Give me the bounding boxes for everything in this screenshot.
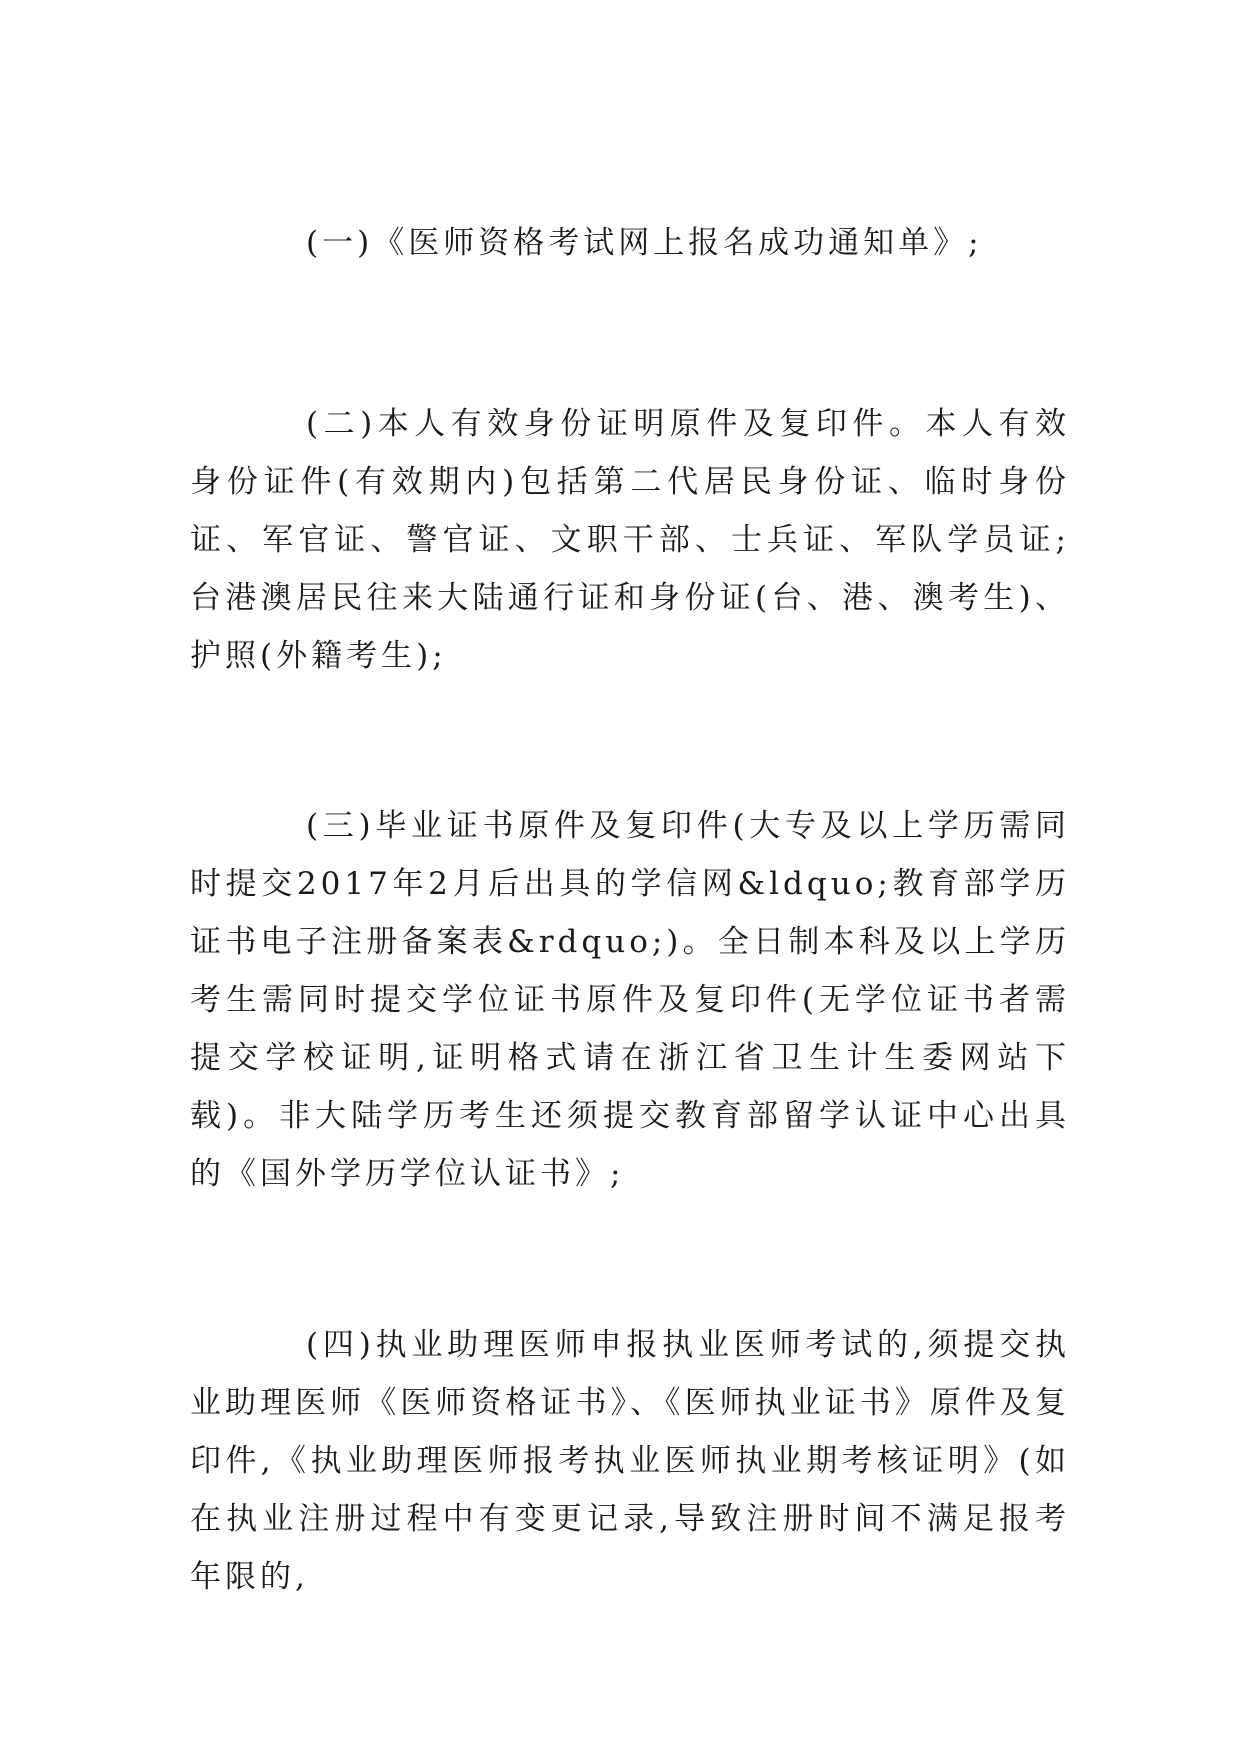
paragraph-identity-documents: (二)本人有效身份证明原件及复印件。本人有效身份证件(有效期内)包括第二代居民身份证、临时身份证、军官证、警官证、文职干部、士兵证、军队学员证;台港澳居民往来大陆通行证和身份证(台、港、澳考生)、护照(外籍考生);: [190, 406, 1070, 674]
paragraph-exam-registration-notice: (一)《医师资格考试网上报名成功通知单》;: [306, 225, 983, 261]
paragraph-assistant-physician: (四)执业助理医师申报执业医师考试的,须提交执业助理医师《医师资格证书》、《医师执业证书》原件及复印件,《执业助理医师报考执业医师执业期考核证明》(如在执业注册过程中有变更记录,导致注册时间不满足报考年限的,: [190, 1327, 1070, 1595]
paragraph-graduation-certificate: (三)毕业证书原件及复印件(大专及以上学历需同时提交2017年2月后出具的学信网&ldquo;教育部学历证书电子注册备案表&rdquo;)。全日制本科及以上学历考生需同时提交学位证书原件及复印件(无学位证书者需提交学校证明,证明格式请在浙江省卫生计生委网站下载)。非大陆学历考生还须提交教育部留学认证中心出具的《国外学历学位认证书》;: [190, 808, 1070, 1192]
